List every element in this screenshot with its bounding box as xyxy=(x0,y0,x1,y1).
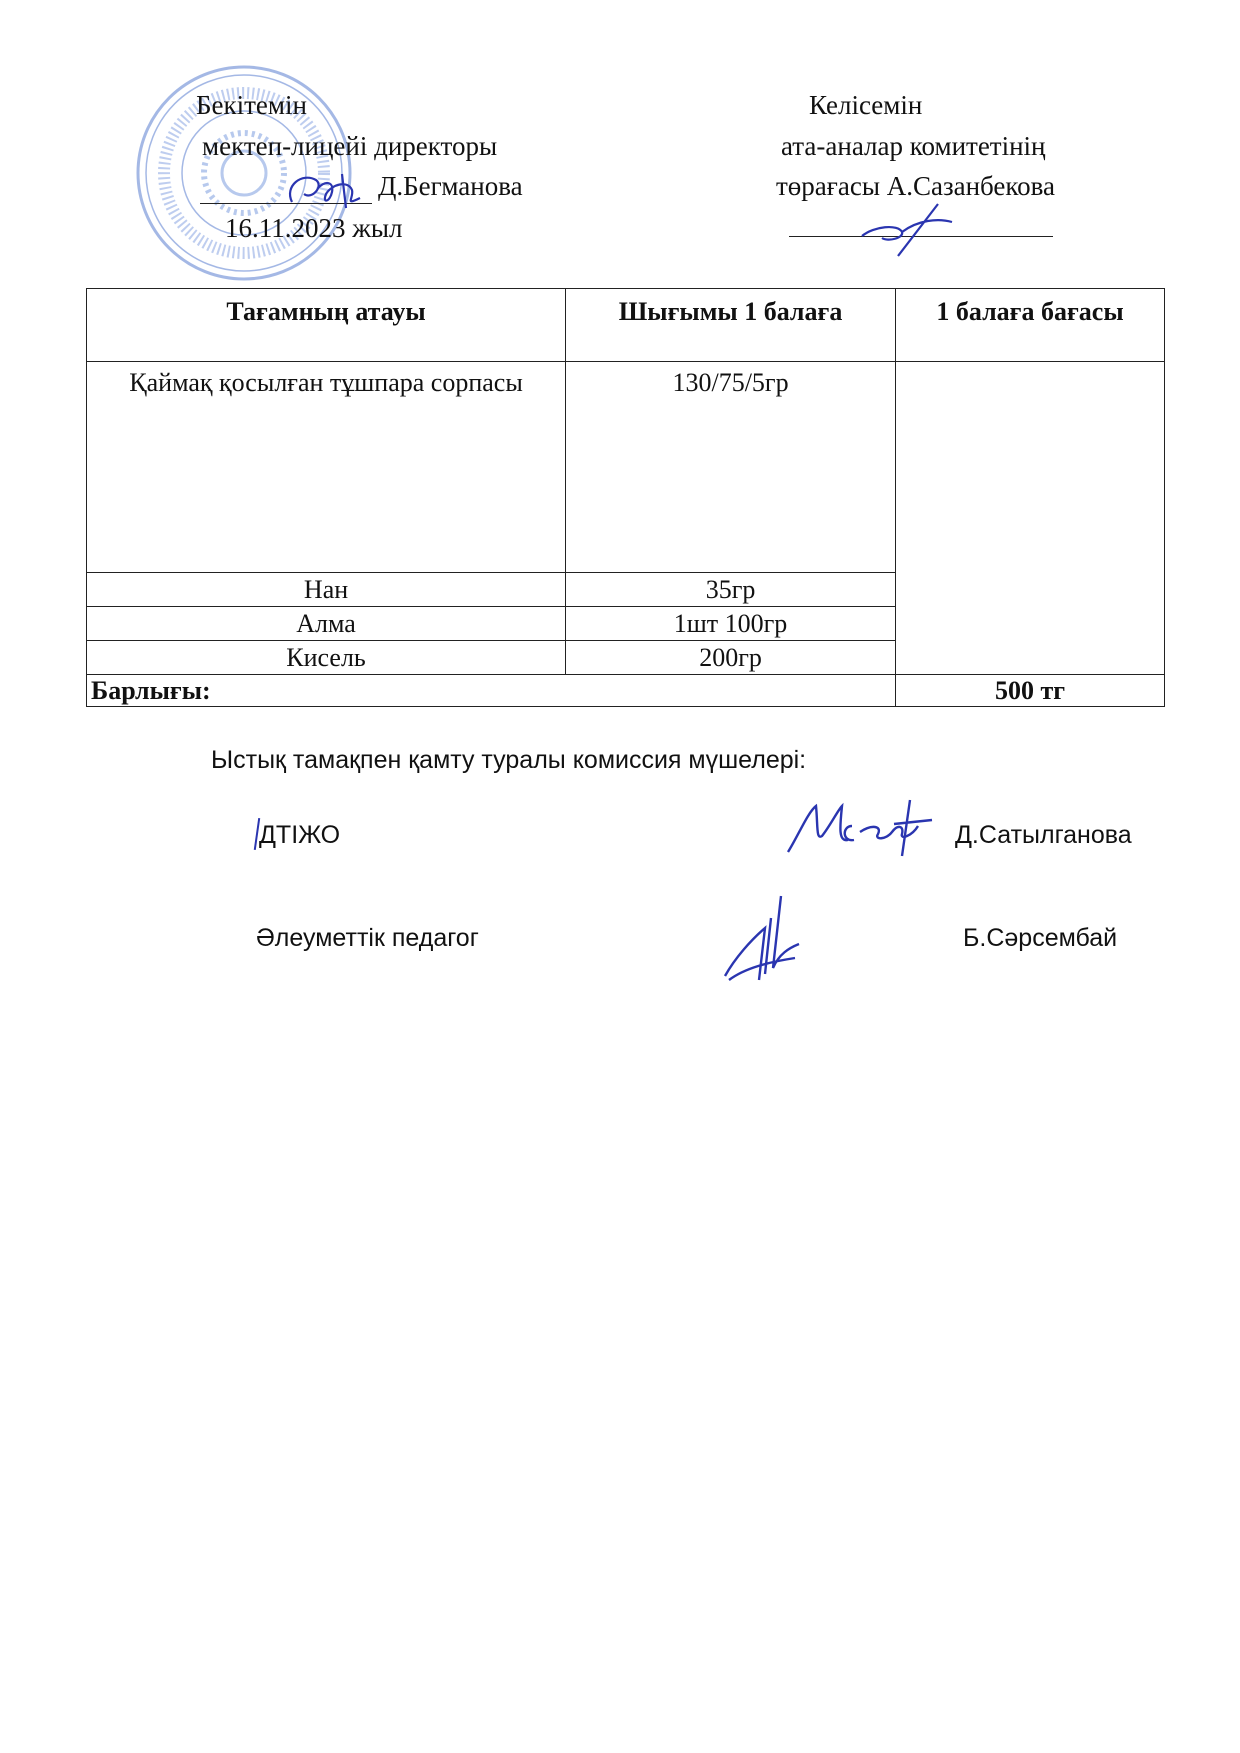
menu-table xyxy=(86,288,1165,707)
food-yield: 130/75/5гр xyxy=(566,362,896,573)
food-name: Кисель xyxy=(87,641,566,675)
food-name: Қаймақ қосылған тұшпара сорпасы xyxy=(87,362,566,573)
food-yield: 1шт 100гр xyxy=(566,607,896,641)
agree-position: ата-аналар комитетінің xyxy=(781,131,1046,161)
approve-position: мектеп-лицейі директоры xyxy=(202,131,498,161)
header-price: 1 балаға бағасы xyxy=(895,289,1164,362)
food-name: Нан xyxy=(87,573,566,607)
food-name: Алма xyxy=(87,607,566,641)
food-yield: 200гр xyxy=(566,641,896,675)
total-value: 500 тг xyxy=(895,675,1164,707)
member-name: Б.Сәрсембай xyxy=(963,924,1118,952)
commission-title: Ыстық тамақпен қамту туралы комиссия мүшелері: xyxy=(211,746,807,774)
approve-date: 16.11.2023 жыл xyxy=(225,213,403,243)
header-yield: Шығымы 1 балаға xyxy=(566,289,896,362)
approve-name: Д.Бегманова xyxy=(378,171,523,201)
member-role: Әлеуметтік педагог xyxy=(256,924,479,952)
director-signature xyxy=(282,164,374,214)
total-label: Барлығы: xyxy=(87,675,896,707)
agree-title: Келісемін xyxy=(809,90,923,120)
member-name: Д.Сатылганова xyxy=(955,821,1132,849)
member-role: ДТІЖО xyxy=(259,821,341,849)
committee-signature xyxy=(858,200,968,258)
table-total-row xyxy=(87,675,1165,707)
price-cell xyxy=(895,362,1164,675)
food-yield: 35гр xyxy=(566,573,896,607)
member-signature xyxy=(782,796,942,862)
member-signature xyxy=(715,888,815,988)
table-header-row xyxy=(87,289,1165,362)
table-row xyxy=(87,362,1165,573)
header-food-name: Тағамның атауы xyxy=(87,289,566,362)
approve-title: Бекітемін xyxy=(196,90,307,120)
agree-name: төрағасы А.Сазанбекова xyxy=(776,171,1056,201)
